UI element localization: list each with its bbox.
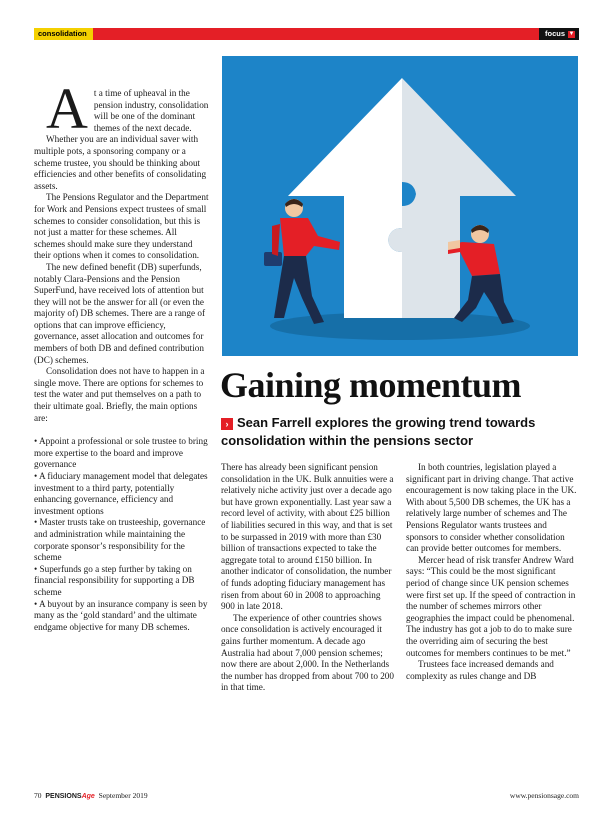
body-paragraph: Trustees face increased demands and complexity as rules change and DB	[406, 659, 554, 681]
section-label: consolidation	[34, 28, 93, 40]
footer-left	[34, 791, 148, 800]
publication-logo: PENSIONSAge	[45, 793, 95, 800]
issue-date: September 2019	[98, 791, 148, 800]
body-paragraph: The Pensions Regulator and the Department for Work and Pensions expect trustees of small schemes to consider consolidation, but this is not just a matter for these schemes. All schemes should make sure they understand their options when it comes to consolidation.	[34, 192, 209, 261]
body-paragraph: Consolidation does not have to happen in a single move. There are options for schemes to test the water and put themselves on a path to their ultimate goal. Briefly, the main options are:	[34, 366, 205, 423]
header-bar	[34, 28, 579, 40]
chevron-down-icon: ▼	[568, 30, 575, 37]
intro-paragraph: At a time of upheaval in the pension industry, consolidation will be one of the dominant themes of the next decade.	[46, 76, 209, 141]
article-column-1	[34, 76, 209, 633]
website-link[interactable]: www.pensionsage.com	[509, 791, 579, 800]
arrow-puzzle-illustration	[222, 56, 578, 356]
chevron-right-icon: ›	[221, 418, 233, 430]
article-column-2	[221, 462, 395, 694]
body-paragraph: Mercer head of risk transfer Andrew Ward says: “This could be the most significant period of change since UK pension schemes were first set up. If the speed of contraction in the number of schemes mirrors other geographies the impact could be phenomenal. The industry has got a job to do to make sure the overriding aim of securing the best outcomes for members continues to be met.”	[406, 554, 576, 658]
page-number: 70	[34, 791, 42, 800]
drop-cap: A	[46, 76, 88, 141]
hero-illustration	[222, 56, 578, 356]
standfirst: › Sean Farrell explores the growing trend towards consolidation within the pensions sector	[221, 415, 536, 448]
body-paragraph: The new defined benefit (DB) superfunds, notably Clara-Pensions and the Pension SuperFund, have received lots of attention but they will not be the answer for all (or even the majority of) DB schemes. There are a range of options that can improve efficiency, governance, asset allocation and outcomes for members of both DB and defined contribution (DC) schemes.	[34, 261, 206, 365]
body-paragraph: The experience of other countries shows once consolidation is actively encouraged it gains further momentum. A decade ago Australia had about 7,000 pension schemes; now there are about 2,000. In the Netherlands the number has dropped from about 700 to 200 in that time.	[221, 612, 394, 693]
focus-text: focus	[544, 29, 565, 38]
list-item: • A buyout by an insurance company is seen by many as the ‘gold standard’ and the ultimate endgame objective for many DB schemes.	[34, 598, 208, 632]
focus-label	[539, 28, 579, 40]
options-list	[34, 436, 209, 633]
list-item: • Appoint a professional or sole trustee to bring more expertise to the board and improve governance	[34, 436, 208, 470]
list-item: • Master trusts take on trusteeship, governance and administration while maintaining the corporate sponsor’s responsibility for the scheme	[34, 517, 206, 563]
headline: Gaining momentum	[220, 365, 522, 405]
article-column-3	[406, 462, 579, 682]
body-paragraph: Whether you are an individual saver with multiple pots, a sponsoring company or a scheme trustee, you should be thinking about efficiencies and other benefits of consolidating assets.	[34, 134, 207, 191]
body-paragraph: There has already been significant pension consolidation in the UK. Bulk annuities were a relatively niche activity just over a decade ago but have grown exponentially. Last year saw a record level of activity, with about £25 billion of liabilities secured in this way, and that is set to be surpassed in 2019 with more than £30 billion of transactions expected to take the aggregate total to around £150 billion. In another indicator of consolidation, the number of funds adopting fiduciary management has risen from about 60 in 2008 to approaching 900 in late 2018.	[221, 462, 394, 612]
list-item: • A fiduciary management model that delegates investment to a third party, potentially enhancing governance, efficiency and investment options	[34, 471, 208, 516]
list-item: • Superfunds go a step further by taking on financial responsibility for supporting a DB scheme	[34, 563, 195, 597]
body-paragraph: In both countries, legislation played a significant part in driving change. That active encouragement is now taking place in the UK. With about 5,500 DB schemes, the UK has a relatively large number of schemes and The Pensions Regulator wants trustees and sponsors to consider whether consolidation can provide better outcomes for members.	[406, 462, 577, 554]
